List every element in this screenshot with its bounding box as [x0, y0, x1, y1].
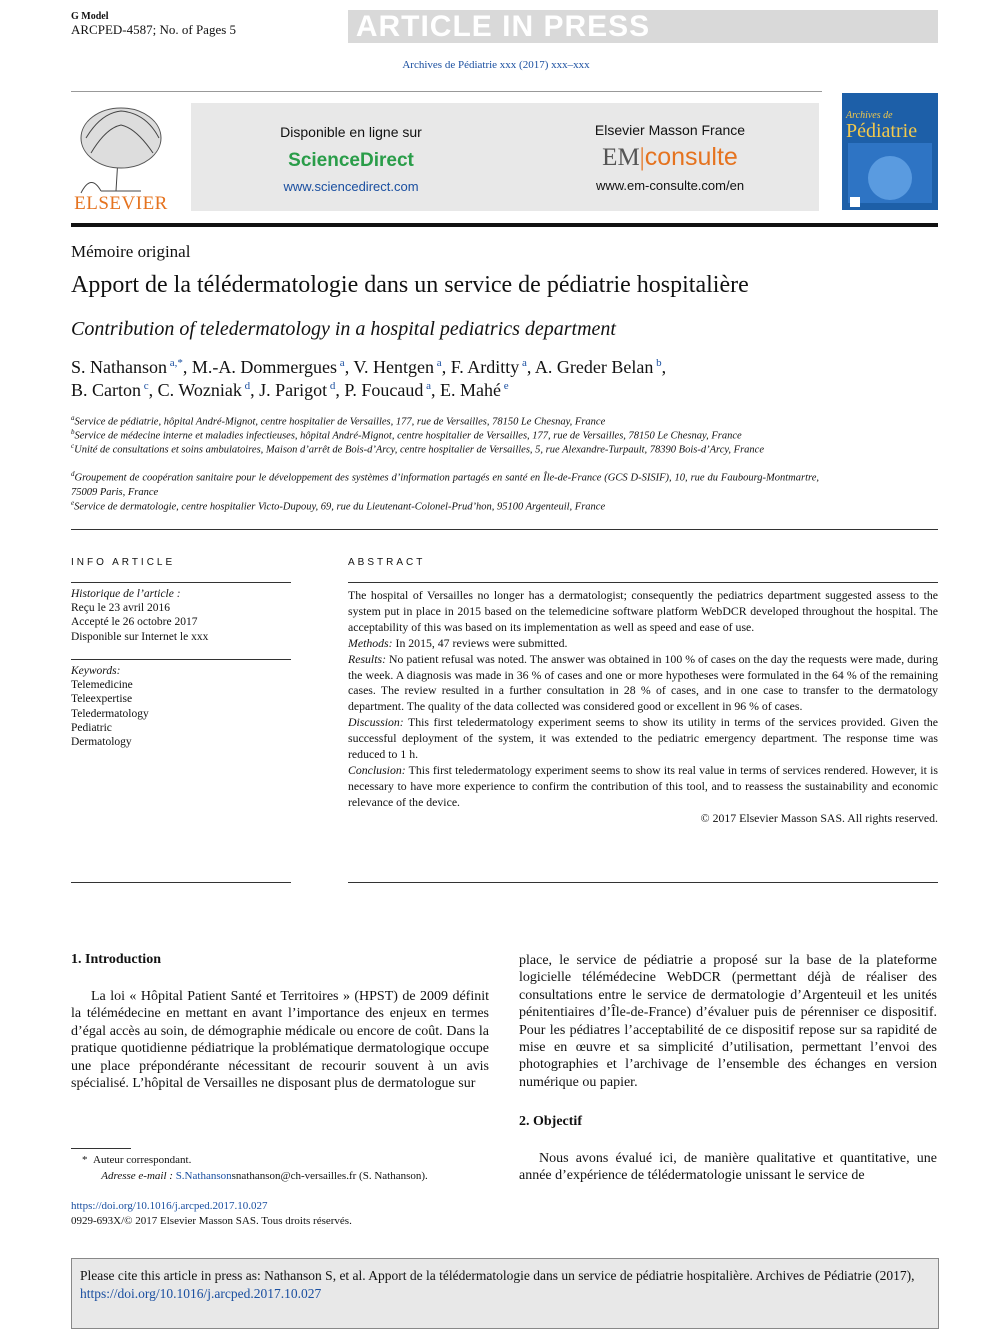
- issn-copyright: 0929-693X/© 2017 Elsevier Masson SAS. Tous droits réservés.: [71, 1215, 352, 1227]
- keyword: Dermatology: [71, 736, 132, 749]
- affiliation-a: $^a$Service de pédiatrie, hôpital André-Mignot, centre hospitalier de Versailles, 177, rue de Versailles, 78150 Le Chesnay, France: [71, 414, 606, 428]
- abstract-conclusion: Conclusion: This first teledermatology experiment seems to show its real value in terms of services rendered. However, it is necessary to have more experience to confirm the contribution of this tool, and to reassess the sustainability and economic relevance of the device.: [348, 762, 938, 809]
- history-online: Disponible sur Internet le xxx: [71, 630, 209, 643]
- history-label: Historique de l’article :: [71, 588, 181, 600]
- available-online-label: Disponible en ligne sur: [280, 124, 422, 140]
- author-name: J. Parigot: [259, 380, 328, 400]
- article-type: Mémoire original: [71, 242, 191, 261]
- author-name: F. Arditty: [450, 357, 520, 377]
- title-separator: [71, 529, 938, 530]
- authors-line-1: S. Nathanson $^{a,*}$, M.-A. Dommergues $^a$, V. Hentgen $^a$, F. Arditty $^a$, A. Greder Belan $^b$,: [71, 357, 667, 377]
- info-rule-middle: [71, 659, 291, 660]
- affiliation-e: $^e$Service de dermatologie, centre hospitalier Victo-Dupouy, 69, rue du Lieutenant-Colonel-Prud’hon, 95100 Argenteuil, France: [71, 499, 606, 513]
- info-article-heading: INFO ARTICLE: [71, 557, 176, 568]
- author-email-link[interactable]: S.Nathanson: [175, 1170, 232, 1182]
- column-2-text: place, le service de pédiatrie a proposé sur la base de la plateforme logicielle télémédecine WebDCR (permettant déjà de réaliser des consultations entre le service de dermatologie d’Argenteuil et les unités pénitentiaires d’Île-de-France) d’évaluer puis de pérenniser ce dispositif. Pour les pédiatres l’acceptabilité de ce dispositif repose sur sa rapidité de mise en œuvre et sa simplicité d’utilisation, permettant l’envoi des photographies et l’archivage de l’ensemble des échanges en version numérique ou papier.: [519, 953, 937, 1090]
- author-affiliation-marker[interactable]: a: [423, 380, 432, 392]
- author-affiliation-marker[interactable]: b: [653, 357, 662, 369]
- author-affiliation-marker[interactable]: a: [519, 357, 527, 369]
- article-in-press-text: ARTICLE IN PRESS: [355, 10, 651, 43]
- author-affiliation-marker[interactable]: d: [241, 380, 251, 392]
- introduction-text: La loi « Hôpital Patient Santé et Territoires » (HPST) de 2009 définit la télémédecine en mettant en avant l’importance des enjeux en termes d’égal accès au soin, de démographie médicale ou encore de coût. Dans la pratique quotidienne pédiatrique la problématique dermatologique occupe une place prépondérante nécessitant de recourir souvent à un avis spécialisé. L’hôpital de Versailles ne disposant plus de dermatologue sur: [71, 989, 489, 1092]
- author-affiliation-marker[interactable]: d: [327, 380, 336, 392]
- article-title: Apport de la télédermatologie dans un service de pédiatrie hospitalière: [71, 272, 749, 298]
- em-consulte-consulte: consulte: [644, 143, 738, 171]
- citation-text: Please cite this article in press as: Nathanson S, et al. Apport de la télédermatologie dans un service de pédiatrie hospitalière. Archives de Pédiatrie (2017),: [80, 1268, 915, 1283]
- gmodel-label: G Model: [71, 11, 109, 22]
- author-name: C. Wozniak: [157, 380, 242, 400]
- abstract-heading: ABSTRACT: [348, 557, 426, 568]
- keywords-label: Keywords:: [71, 665, 121, 677]
- abstract-copyright: © 2017 Elsevier Masson SAS. All rights reserved.: [700, 810, 938, 825]
- abstract-intro: The hospital of Versailles no longer has a dermatologist; consequently the pediatrics department suggested assess to the system put in place in 2015 based on the telemedicine software platform WebDCR developed throughout the hospital. The acceptability of this was based on its implementation as well as speed and ease of use.: [348, 588, 938, 634]
- author-affiliation-marker[interactable]: a: [434, 357, 442, 369]
- citation-doi-link[interactable]: https://doi.org/10.1016/j.arcped.2017.10.027: [80, 1286, 322, 1301]
- header-top-rule: [71, 91, 822, 92]
- article-subtitle: Contribution of teledermatology in a hospital pediatrics department: [71, 318, 616, 340]
- author-affiliation-marker[interactable]: c: [141, 380, 149, 392]
- introduction-heading: 1. Introduction: [71, 952, 161, 967]
- email-note: Adresse e-mail : S.Nathansonsnathanson@ch-versailles.fr (S. Nathanson).: [101, 1170, 428, 1182]
- journal-citation-line[interactable]: Archives de Pédiatrie xxx (2017) xxx–xxx: [402, 59, 590, 71]
- author-affiliation-marker[interactable]: a,*: [167, 357, 183, 369]
- author-name: S. Nathanson: [71, 357, 167, 377]
- abstract-rule-bottom: [348, 882, 938, 883]
- sciencedirect-link[interactable]: www.sciencedirect.com: [283, 179, 419, 194]
- sciencedirect-logo[interactable]: ScienceDirect: [288, 150, 414, 171]
- keyword: Telemedicine: [71, 679, 133, 692]
- abstract-rule-top: [348, 582, 938, 583]
- article-in-press-banner: [348, 10, 938, 43]
- article-reference: ARCPED-4587; No. of Pages 5: [71, 22, 237, 37]
- em-consulte-link[interactable]: www.em-consulte.com/en: [595, 178, 745, 193]
- objective-text: Nous avons évalué ici, de manière qualitative et quantitative, une année d’expérience de télédermatologie unissant le service de: [519, 1151, 937, 1184]
- abstract-results: Results: No patient refusal was noted. The answer was obtained in 100 % of cases on the day the requests were made, during the week. A diagnosis was made in 36 % of cases and one or more hypotheses were formulated in the 64 % of the remaining cases. The review resulted in a further consultation in 28 % of cases, and in one case to transfer to the dermatology department. The quality of the data collected was considered good or excellent in 96 % of cases.: [348, 651, 938, 714]
- authors-line-2: B. Carton $^c$, C. Wozniak $^d$, J. Parigot $^d$, P. Foucaud $^a$, E. Mahé $^e$: [71, 380, 509, 400]
- cover-title-small: Archives de: [846, 110, 893, 121]
- author-name: P. Foucaud: [344, 380, 424, 400]
- citation-box: [71, 1258, 939, 1329]
- keyword: Pediatric: [71, 721, 112, 734]
- author-name: A. Greder Belan: [534, 357, 654, 377]
- corresponding-author-note: * Auteur correspondant.: [71, 1154, 192, 1166]
- em-consulte-logo[interactable]: EM|consulte: [602, 143, 738, 171]
- author-affiliation-marker[interactable]: a: [337, 357, 345, 369]
- author-name: M.-A. Dommergues: [191, 357, 338, 377]
- doi-link[interactable]: https://doi.org/10.1016/j.arcped.2017.10.027: [71, 1200, 268, 1212]
- keywords: [71, 664, 149, 749]
- author-name: E. Mahé: [440, 380, 502, 400]
- author-name: B. Carton: [71, 380, 141, 400]
- author-name: V. Hentgen: [353, 357, 435, 377]
- footnote-rule: [71, 1148, 131, 1149]
- keyword: Teleexpertise: [71, 693, 133, 706]
- info-rule-top: [71, 582, 291, 583]
- objective-heading: 2. Objectif: [519, 1114, 582, 1129]
- info-rule-bottom: [71, 882, 291, 883]
- history-received: Reçu le 23 avril 2016: [71, 602, 171, 615]
- header-bottom-rule: [71, 223, 938, 227]
- author-affiliation-marker[interactable]: e: [501, 380, 509, 392]
- affiliation-c: $^c$Unité de consultations et soins ambulatoires, Maison d’arrêt de Bois-d’Arcy, centre hospitalier de Versailles, 5, rue Alexandre-Turpault, 78390 Bois-d’Arcy, France: [71, 442, 765, 456]
- abstract-discussion: Discussion: This first teledermatology experiment seems to show its utility in terms of the services provided. Given the successful deployment of the system, it was extended to the pediatric emergency department. The response time was reduced to 1 h.: [348, 715, 938, 762]
- abstract-methods: Methods: In 2015, 47 reviews were submitted.: [348, 635, 568, 650]
- keyword: Teledermatology: [71, 707, 149, 720]
- affiliation-b: $^b$Service de médecine interne et maladies infectieuses, hôpital André-Mignot, centre hospitalier de Versailles, 177, rue de Versailles, 78150 Le Chesnay, France: [71, 428, 742, 442]
- abstract-body: [348, 588, 938, 827]
- cover-title: Pédiatrie: [846, 120, 918, 142]
- history-accepted: Accepté le 26 octobre 2017: [71, 616, 198, 629]
- publisher-label: Elsevier Masson France: [594, 122, 746, 138]
- elsevier-wordmark: ELSEVIER: [74, 193, 168, 214]
- article-history: [71, 587, 208, 644]
- em-consulte-em: EM: [602, 144, 640, 171]
- affiliation-d: $^d$Groupement de coopération sanitaire pour le développement des systèmes d’information partagés en santé en Île-de-France (GCS D-SISIF), 10, rue du Faubourg-Montmartre, 75009 Paris, France: [71, 470, 819, 498]
